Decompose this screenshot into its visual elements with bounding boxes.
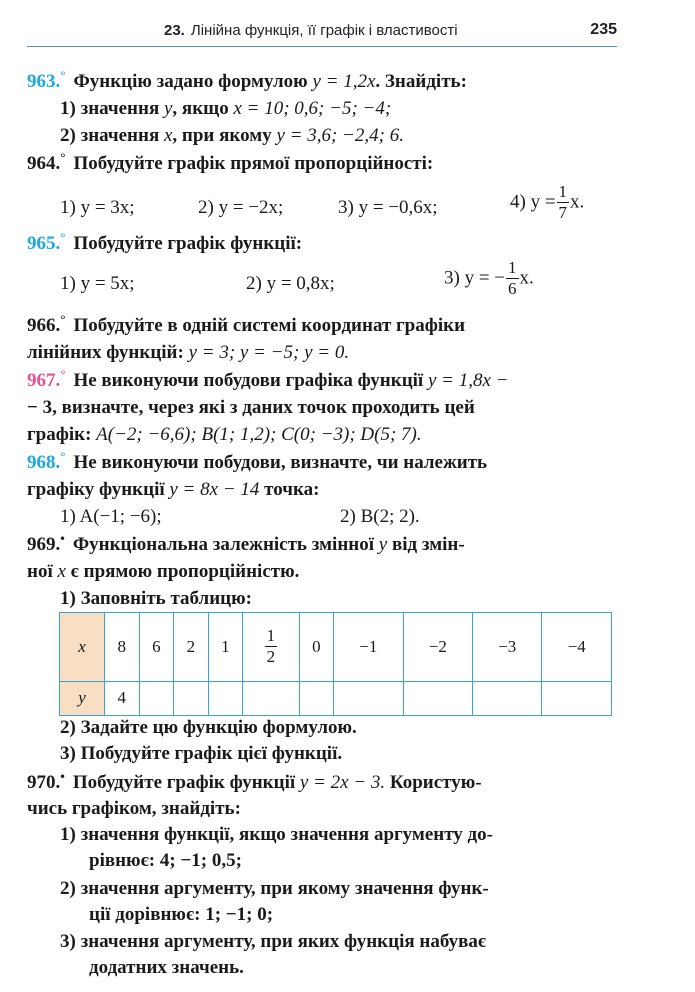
problem-965-option-1: 1) y = 5x; <box>60 273 135 294</box>
chapter-title: Лінійна функція, її графік і властивості <box>190 22 458 39</box>
problem-964-option-2: 2) y = −2x; <box>198 197 284 218</box>
problem-963-item-2: 2) значення x, при якому y = 3,6; −2,4; 6. <box>60 125 404 146</box>
table-cell: −4 <box>542 613 612 682</box>
problem-964-option-4: 4) y = $\frac{1}{7}$ x. <box>510 182 585 222</box>
problem-970-item-3-line-1: 3) значення аргументу, при яких функція набуває <box>60 931 487 952</box>
table-cell: −3 <box>473 613 542 682</box>
problem-970-number: 970.• <box>27 768 65 793</box>
problem-968-number: 968.° <box>27 448 66 473</box>
problem-969-step-2: 2) Задайте цю функцію формулою. <box>60 717 357 738</box>
problem-964-option-1: 1) y = 3x; <box>60 197 135 218</box>
problem-970-line-1: 970.• Побудуйте графік функції y = 2x − 3. Користую- <box>27 768 482 793</box>
problem-964-line-1 <box>27 149 617 176</box>
table-header-y: y <box>60 681 105 715</box>
table-header-x: x <box>60 613 105 682</box>
problem-963-text: Функцію задано формулою <box>73 71 308 92</box>
table-cell: 1 <box>208 613 243 682</box>
problem-970-item-2-line-1: 2) значення аргументу, при якому значення функ- <box>60 878 489 899</box>
table-row-x <box>60 613 612 682</box>
problem-965-option-3: 3) y = − $\frac{1}{6}$ x. <box>444 258 534 298</box>
problem-969-line-1: 969.• Функціональна залежність змінної y від змін- <box>27 530 465 555</box>
problem-966-number: 966.° <box>27 311 66 336</box>
problem-970-line-2: чись графіком, знайдіть: <box>27 798 241 819</box>
problem-969-step-1: 1) Заповніть таблицю: <box>60 588 252 609</box>
table-cell <box>299 681 334 715</box>
problem-967-line-1: 967.° Не виконуючи побудови графіка функції y = 1,8x − <box>27 366 509 391</box>
table-cell <box>139 681 174 715</box>
table-cell <box>174 681 209 715</box>
page-header <box>27 20 617 47</box>
problem-968-line-1: 968.° Не виконуючи побудови, визначте, чи належить <box>27 448 488 473</box>
problem-970-item-2-line-2: ції дорівнює: 1; −1; 0; <box>89 904 274 925</box>
problem-965-number: 965.° <box>27 229 66 254</box>
table-cell: 6 <box>139 613 174 682</box>
problem-968-option-1: 1) A(−1; −6); <box>60 506 162 527</box>
table-cell <box>403 681 472 715</box>
table-cell <box>542 681 612 715</box>
problem-963-line-1: 963.° Функцію задано формулою y = 1,2x. Знайдіть: <box>27 67 467 92</box>
table-cell <box>208 681 243 715</box>
problem-965-text: Побудуйте графік функції: <box>73 233 303 254</box>
problem-968-option-2: 2) B(2; 2). <box>340 506 420 527</box>
problem-967-line-2: − 3, визначте, через які з даних точок проходить цей <box>27 397 475 418</box>
problem-963-item-1: 1) значення y, якщо x = 10; 0,6; −5; −4; <box>60 98 392 119</box>
table-cell: 2 <box>174 613 209 682</box>
problem-965-option-2: 2) y = 0,8x; <box>246 273 335 294</box>
table-cell: −2 <box>403 613 472 682</box>
problem-967-number: 967.° <box>27 366 66 391</box>
table-cell: −1 <box>334 613 403 682</box>
problem-964-text: Побудуйте графік прямої пропорційності: <box>73 153 434 174</box>
table-cell: 8 <box>105 613 140 682</box>
problem-966-line-1: 966.° Побудуйте в одній системі координат графіки <box>27 311 466 336</box>
table-cell-half: $\frac{1}{2}$ <box>243 613 299 682</box>
problem-969-line-2: ної x є прямою пропорційністю. <box>27 561 300 582</box>
problem-966-line-2: лінійних функцій: y = 3; y = −5; y = 0. <box>27 342 350 363</box>
problem-970-item-1-line-2: рівнює: 4; −1; 0,5; <box>89 850 242 871</box>
problem-970-item-1-line-1: 1) значення функції, якщо значення аргументу до- <box>60 824 493 845</box>
problem-965-line-1 <box>27 229 617 256</box>
table-cell: 4 <box>105 681 140 715</box>
problem-969-step-3: 3) Побудуйте графік цієї функції. <box>60 743 343 764</box>
chapter-heading <box>164 22 458 39</box>
problem-967-line-3: графік: A(−2; −6,6); B(1; 1,2); C(0; −3); D(5; 7). <box>27 424 422 445</box>
page-number: 235 <box>590 21 617 38</box>
table-row-y <box>60 681 612 715</box>
chapter-number: 23. <box>164 22 185 39</box>
problem-968-line-2: графіку функції y = 8x − 14 точка: <box>27 479 320 500</box>
problem-964-option-3: 3) y = −0,6x; <box>338 197 438 218</box>
problem-963-number: 963.° <box>27 67 66 92</box>
table-cell <box>334 681 403 715</box>
table-cell: 0 <box>299 613 334 682</box>
table-cell <box>473 681 542 715</box>
table-cell <box>243 681 299 715</box>
problem-964-number: 964.° <box>27 149 66 174</box>
values-table <box>59 612 612 716</box>
problem-970-item-3-line-2: додатних значень. <box>89 957 244 978</box>
problem-969-number: 969.• <box>27 530 65 555</box>
